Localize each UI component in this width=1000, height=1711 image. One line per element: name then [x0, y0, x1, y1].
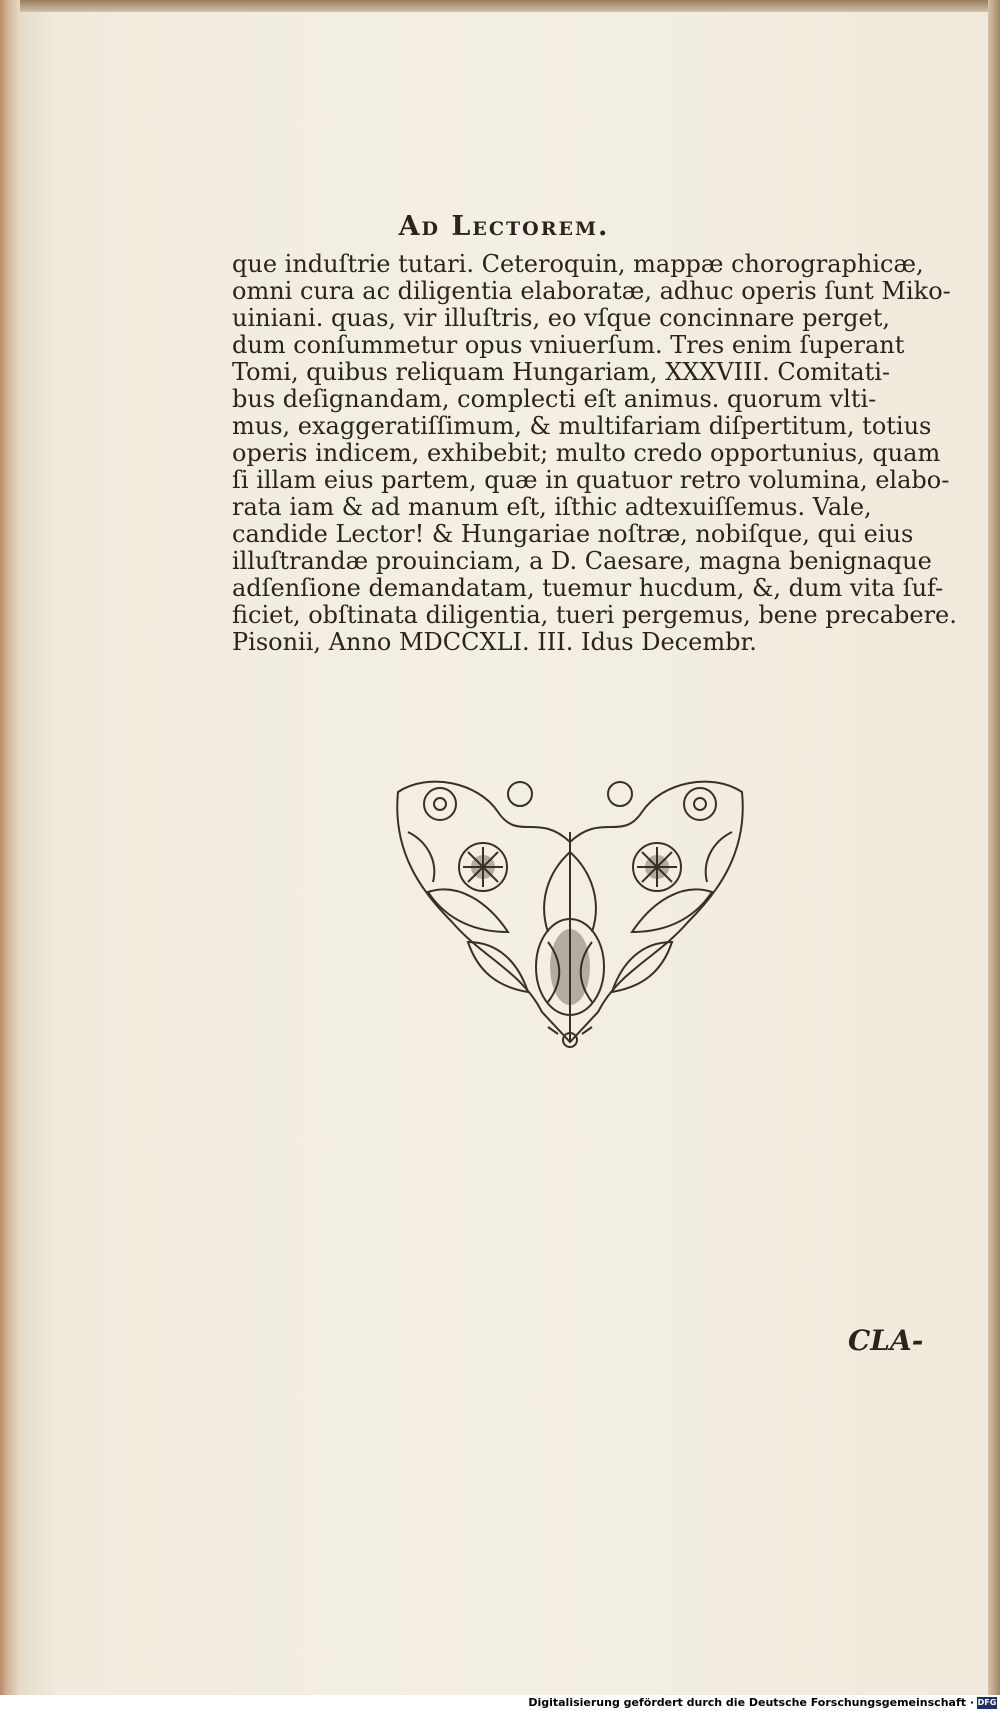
text-line: que induſtrie tutari. Ceteroquin, mappæ chorographicæ,: [232, 250, 924, 278]
text-line: candide Lector! & Hungariae noſtræ, nobiſque, qui eius: [232, 520, 914, 548]
text-line: dum conſummetur opus vniuerſum. Tres enim ſuperant: [232, 331, 905, 359]
text-line: adſenſione demandatam, tuemur hucdum, &, dum vita ſuf-: [232, 574, 944, 602]
text-line: rata iam & ad manum eſt, iſthic adtexuiſſemus. Vale,: [232, 493, 872, 521]
text-line: ficiet, obſtinata diligentia, tueri pergemus, bene precabere.: [232, 601, 957, 629]
dfg-logo: DFG: [977, 1698, 997, 1707]
page-edge-left: [0, 0, 20, 1695]
text-line: operis indicem, exhibebit; multo credo opportunius, quam: [232, 439, 941, 467]
book-page: [20, 12, 988, 1695]
digitization-note: Digitalisierung gefördert durch die Deutsche Forschungsgemeinschaft ·: [528, 1696, 974, 1709]
running-header: Ad Lectorem.: [398, 211, 610, 242]
text-line: illuſtrandæ prouinciam, a D. Caesare, magna benignaque: [232, 547, 932, 575]
text-line: mus, exaggeratiſſimum, & multifariam diſpertitum, totius: [232, 412, 932, 440]
text-line: omni cura ac diligentia elaboratæ, adhuc operis ſunt Miko-: [232, 277, 951, 305]
text-line: uiniani. quas, vir illuſtris, eo vſque concinnare perget,: [232, 304, 890, 332]
text-line: ſi illam eius partem, quæ in quatuor retro volumina, elabo-: [232, 466, 950, 494]
text-line: Tomi, quibus reliquam Hungariam, XXXVIII. Comitati-: [232, 358, 890, 386]
body-text: [232, 250, 957, 656]
page-edge-right: [988, 0, 1000, 1695]
catchword: CLA-: [848, 1324, 924, 1357]
text-line: Pisonii, Anno MDCCXLI. III. Idus Decembr.: [232, 628, 757, 656]
floral-ornament: [388, 772, 752, 1052]
text-line: bus deſignandam, complecti eſt animus. quorum vlti-: [232, 385, 877, 413]
